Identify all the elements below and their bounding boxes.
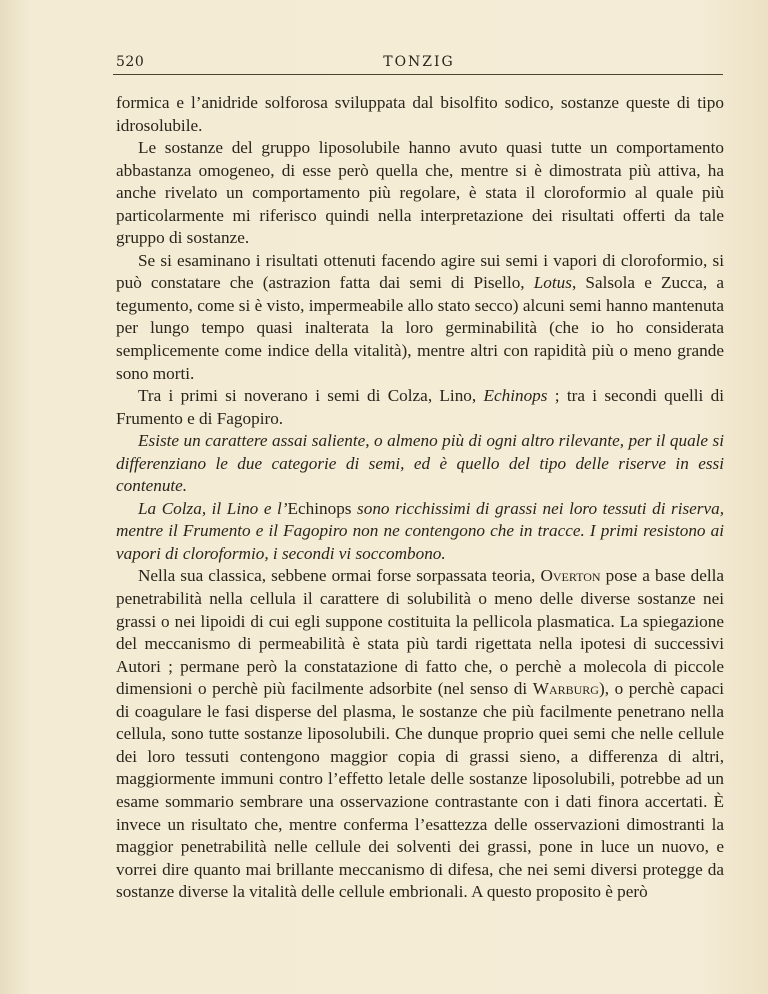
header-rule: [113, 74, 723, 75]
paragraph-6-text-a: La Colza, il Lino e l’: [138, 498, 288, 518]
paragraph-4-text-a: Tra i primi si noverano i semi di Colza, Lino,: [138, 386, 484, 406]
running-head: TONZIG: [383, 54, 455, 70]
paragraph-4-text-b: ; tra i secondi quelli di Frumento e di Fagopiro.: [116, 386, 724, 428]
paragraph-7-text-b: pose a base della penetrabilità nella cellula il carattere di solubilità o meno delle diverse sostanze nei grassi o nei lipoidi di cui egli suppone costituita la pellicola plasmatica. La spiegazione del meccanismo di permeabilità è stata più tardi rigettata nella ipotesi di successivi Autori ; permane però la constatazione di fatto che, o perchè a molecola di piccole dimensioni o perchè più facilmente adsorbite (nel senso di: [116, 566, 724, 699]
paragraph-3-text-b: , Salsola e Zucca, a tegumento, come si è visto, impermeabile allo stato secco) alcuni semi hanno mantenuta per lungo tempo quasi inalterata la loro germinabilità (che io ho considerata semplicemente come indice della vitalità), mentre altri con rapidità più o meno grande sono morti.: [116, 273, 724, 383]
paragraph-7-text-c: ), o perchè capaci di coagulare le fasi disperse del plasma, le sostanze che più facilmente penetrano nella cellula, sono tutte sostanze liposolubili. Che dunque proprio quei semi che nelle cellule dei loro tessuti contengono maggior copia di grassi sieno, a differenza di altri, maggiormente immuni contro l’effetto letale delle sostanze liposolubili, potrebbe ad un esame sommario sembrare una osservazione contrastante con i dati finora accertati. È invece un risultato che, mentre conferma l’esattezza delle osservazioni dimostranti la maggior penetrabilità nelle cellule dei solventi dei grassi, pone in luce un nuovo, e vorrei dire quanto mai brillante meccanismo di difesa, che nei semi diversi protegge da sostanze diverse la vitalità delle cellule embrionali. A questo proposito è però: [116, 679, 724, 902]
paragraph-7-text-a: Nella sua classica, sebbene ormai forse sorpassata teoria,: [138, 566, 541, 586]
paragraph-3: [116, 250, 724, 385]
author-warburg: Warburg: [532, 679, 599, 699]
paragraph-3-text-a: Se si esaminano i risultati ottenuti facendo agire sui semi i vapori di cloroformio, si può constatare che (astrazion fatta dai semi di Pisello,: [116, 250, 724, 293]
paragraph-4: [116, 385, 724, 430]
paragraph-7: [116, 565, 724, 903]
lotus-italic: Lotus: [533, 273, 572, 293]
paragraph-5: Esiste un carattere assai saliente, o almeno più di ogni altro rilevante, per il quale si differenziano le due categorie di semi, ed è quello del tipo delle riserve in essi contenute.: [116, 431, 724, 496]
paragraph-2: Le sostanze del gruppo liposolubile hanno avuto quasi tutte un comportamento abbastanza omogeneo, di esse però quella che, mentre si è dimostrata più attiva, ha anche rivelato un comportamento più regolare, è stata il cloroformio al quale più particolarmente mi riferisco quindi nella interpretazione dei risultati offerti da tale gruppo di sostanze.: [116, 138, 724, 248]
paragraph-1: formica e l’anidride solforosa sviluppata dal bisolfito sodico, sostanze queste di tipo idrosolubile.: [116, 93, 724, 135]
body-text: [116, 92, 724, 904]
echinops-upright: Echinops: [287, 498, 352, 518]
paragraph-6: [116, 498, 724, 566]
paragraph-6-text-b: sono ricchissimi di grassi nei loro tessuti di riserva, mentre il Frumento e il Fagopiro non ne contengono che in tracce. I primi resistono ai vapori di cloroformio, i secondi vi soccombono.: [116, 498, 725, 563]
echinops-italic: Echinops: [483, 386, 548, 406]
author-overton: Overton: [540, 566, 601, 586]
page-header: [116, 54, 722, 76]
page-number: 520: [116, 54, 145, 70]
